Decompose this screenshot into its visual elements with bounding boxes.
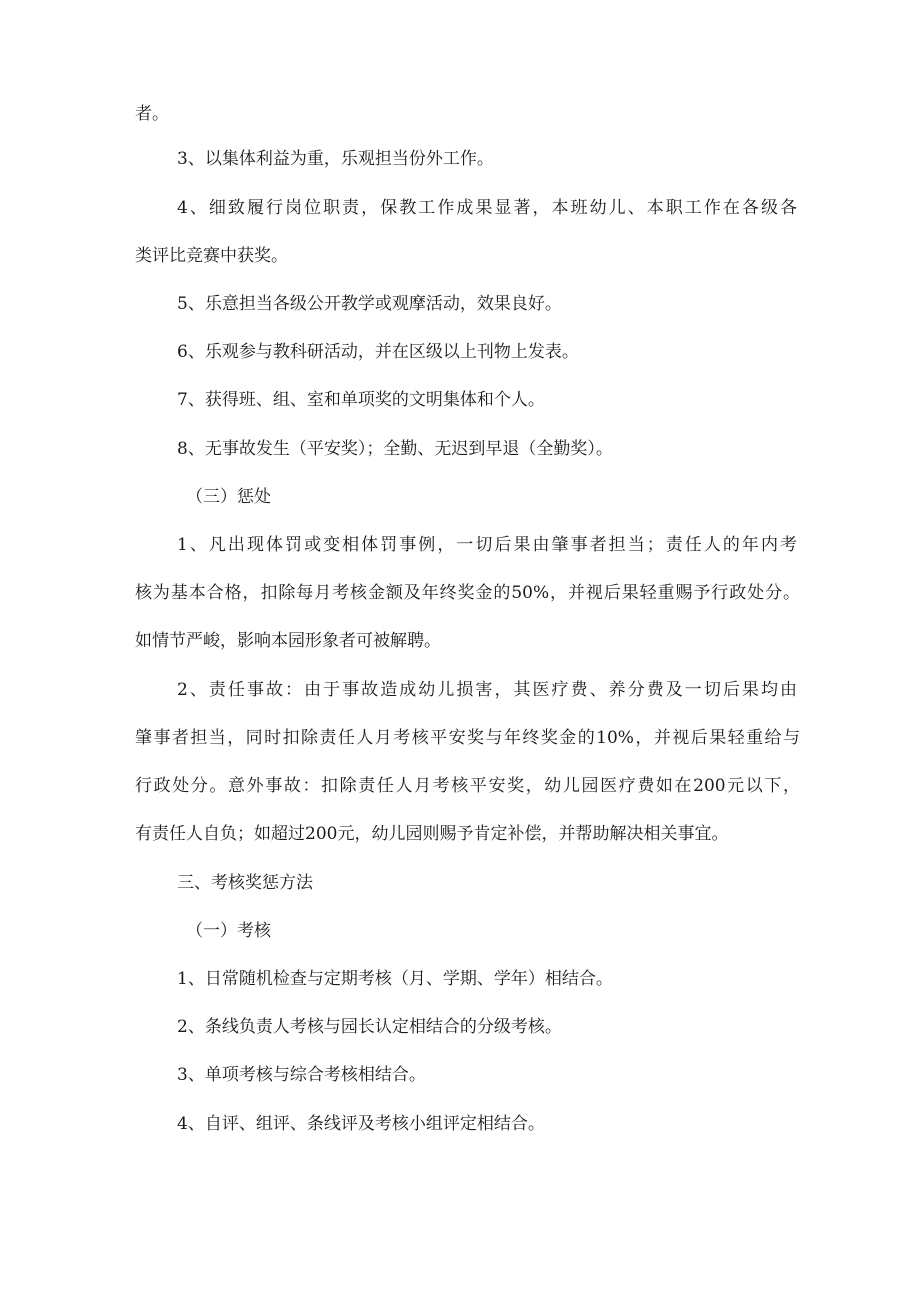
list-item: 1、日常随机检查与定期考核（月、学期、学年）相结合。 xyxy=(177,969,613,989)
subsection-heading: （一）考核 xyxy=(186,921,271,941)
section-heading: （三）惩处 xyxy=(186,487,271,507)
text-line: 核为基本合格，扣除每月考核金额及年终奖金的50%，并视后果轻重赐予行政处分。 xyxy=(135,583,800,603)
text-line: 者。 xyxy=(135,104,169,124)
section-heading: 三、考核奖惩方法 xyxy=(177,873,313,893)
list-item: 3、单项考核与综合考核相结合。 xyxy=(177,1065,426,1085)
text-line: 如情节严峻，影响本园形象者可被解聘。 xyxy=(135,631,441,651)
list-item: 1、凡出现体罚或变相体罚事例，一切后果由肇事者担当；责任人的年内考 xyxy=(177,535,797,555)
list-item: 8、无事故发生（平安奖）；全勤、无迟到早退（全勤奖）。 xyxy=(177,439,613,459)
text-line: 有责任人自负；如超过200元，幼儿园则赐予肯定补偿，并帮助解决相关事宜。 xyxy=(135,824,729,844)
list-item: 7、获得班、组、室和单项奖的文明集体和个人。 xyxy=(177,390,545,410)
list-item: 5、乐意担当各级公开教学或观摩活动，效果良好。 xyxy=(177,294,562,314)
text-line: 类评比竞赛中获奖。 xyxy=(135,246,288,266)
list-item: 4、细致履行岗位职责，保教工作成果显著，本班幼儿、本职工作在各级各 xyxy=(177,198,797,218)
list-item: 2、条线负责人考核与园长认定相结合的分级考核。 xyxy=(177,1017,562,1037)
list-item: 6、乐观参与教科研活动，并在区级以上刊物上发表。 xyxy=(177,342,579,362)
list-item: 4、自评、组评、条线评及考核小组评定相结合。 xyxy=(177,1114,545,1134)
text-line: 肇事者担当，同时扣除责任人月考核平安奖与年终奖金的10%，并视后果轻重给与 xyxy=(135,728,800,748)
list-item: 3、以集体利益为重，乐观担当份外工作。 xyxy=(177,149,494,169)
text-line: 行政处分。意外事故：扣除责任人月考核平安奖，幼儿园医疗费如在200元以下， xyxy=(135,776,800,796)
list-item: 2、责任事故：由于事故造成幼儿损害，其医疗费、养分费及一切后果均由 xyxy=(177,680,797,700)
